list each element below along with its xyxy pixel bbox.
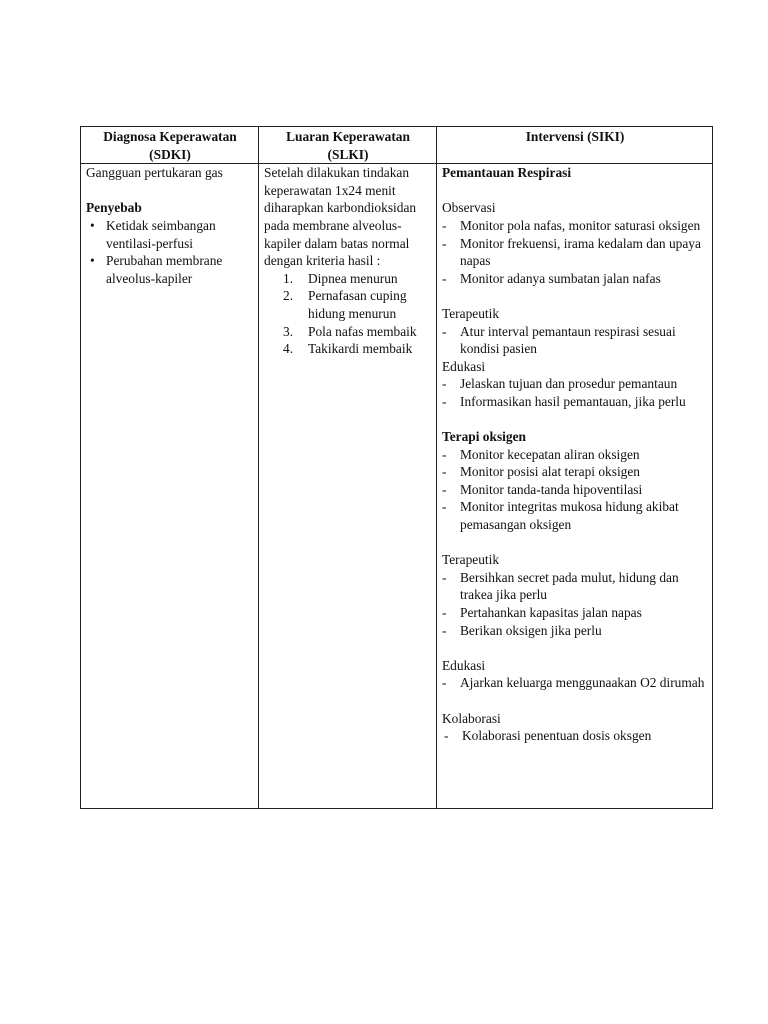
header-sdki: Diagnosa Keperawatan (SDKI) [81, 127, 259, 164]
list-item: - Monitor pola nafas, monitor saturasi oksigen [442, 217, 701, 233]
cell-diagnosis [81, 164, 259, 809]
list-item: 2. Pernafasan cuping hidung menurun [283, 288, 407, 321]
oksigen-edukasi-list [442, 674, 708, 692]
label-terapeutik: Terapeutik [442, 305, 500, 321]
list-item: - Atur interval pemantaun respirasi sesuai kondisi pasien [442, 323, 676, 357]
outcome-intro: Setelah dilakukan tindakan keperawatan 1x24 menit diharapkan karbondioksidan pada membrane alveolus-kapiler dalam batas normal dengan kriteria hasil : [264, 165, 417, 269]
cell-outcome [259, 164, 437, 809]
list-item: - Monitor posisi alat terapi oksigen [442, 464, 641, 480]
diagnosis-text: Gangguan pertukaran gas [86, 165, 223, 181]
oksigen-terapeutik-list [442, 569, 708, 639]
list-item: • Perubahan membrane alveolus-kapiler [90, 253, 223, 286]
bullet-icon: • [90, 217, 95, 233]
list-item: - Informasikan hasil pemantauan, jika perlu [442, 393, 686, 409]
header-siki: Intervensi (SIKI) [437, 127, 713, 164]
label-kolaborasi: Kolaborasi [442, 710, 501, 726]
section-title-oksigen: Terapi oksigen [442, 429, 526, 445]
section-title-respirasi: Pemantauan Respirasi [442, 165, 572, 181]
list-item: - Kolaborasi penentuan dosis oksgen [444, 728, 652, 744]
list-item: - Monitor adanya sumbatan jalan nafas [442, 270, 661, 286]
list-item: 4. Takikardi membaik [283, 341, 413, 357]
label-edukasi-2: Edukasi [442, 657, 486, 673]
list-item: - Ajarkan keluarga menggunaakan O2 dirumah [442, 675, 705, 691]
list-item: - Jelaskan tujuan dan prosedur pemantaun [442, 376, 678, 392]
list-item: • Ketidak seimbangan ventilasi-perfusi [90, 217, 216, 251]
oksigen-observasi-list [442, 446, 708, 534]
label-edukasi: Edukasi [442, 358, 486, 374]
list-item: - Berikan oksigen jika perlu [442, 622, 602, 638]
table-header-row [81, 127, 713, 164]
label-observasi: Observasi [442, 200, 496, 216]
list-item: - Bersihkan secret pada mulut, hidung dan trakea jika perlu [442, 569, 679, 603]
criteria-list [264, 270, 432, 358]
list-item: - Monitor frekuensi, irama kedalam dan upaya napas [442, 235, 701, 269]
table-row [81, 164, 713, 809]
observasi-list [442, 217, 708, 287]
nursing-care-table [80, 126, 713, 809]
header-slki: Luaran Keperawatan (SLKI) [259, 127, 437, 164]
bullet-icon: • [90, 253, 95, 269]
list-item: - Pertahankan kapasitas jalan napas [442, 605, 642, 621]
cell-intervention [437, 164, 713, 809]
list-item: - Monitor tanda-tanda hipoventilasi [442, 481, 643, 497]
terapeutik-list [442, 323, 708, 358]
list-item: 1. Dipnea menurun [283, 270, 398, 286]
label-terapeutik-2: Terapeutik [442, 552, 500, 568]
list-item: - Monitor kecepatan aliran oksigen [442, 446, 640, 462]
cause-list [86, 217, 254, 287]
cause-heading: Penyebab [86, 200, 142, 216]
list-item: - Monitor integritas mukosa hidung akibat pemasangan oksigen [442, 499, 679, 533]
kolaborasi-list [442, 727, 708, 745]
edukasi-list [442, 375, 708, 410]
list-item: 3. Pola nafas membaik [283, 323, 417, 339]
